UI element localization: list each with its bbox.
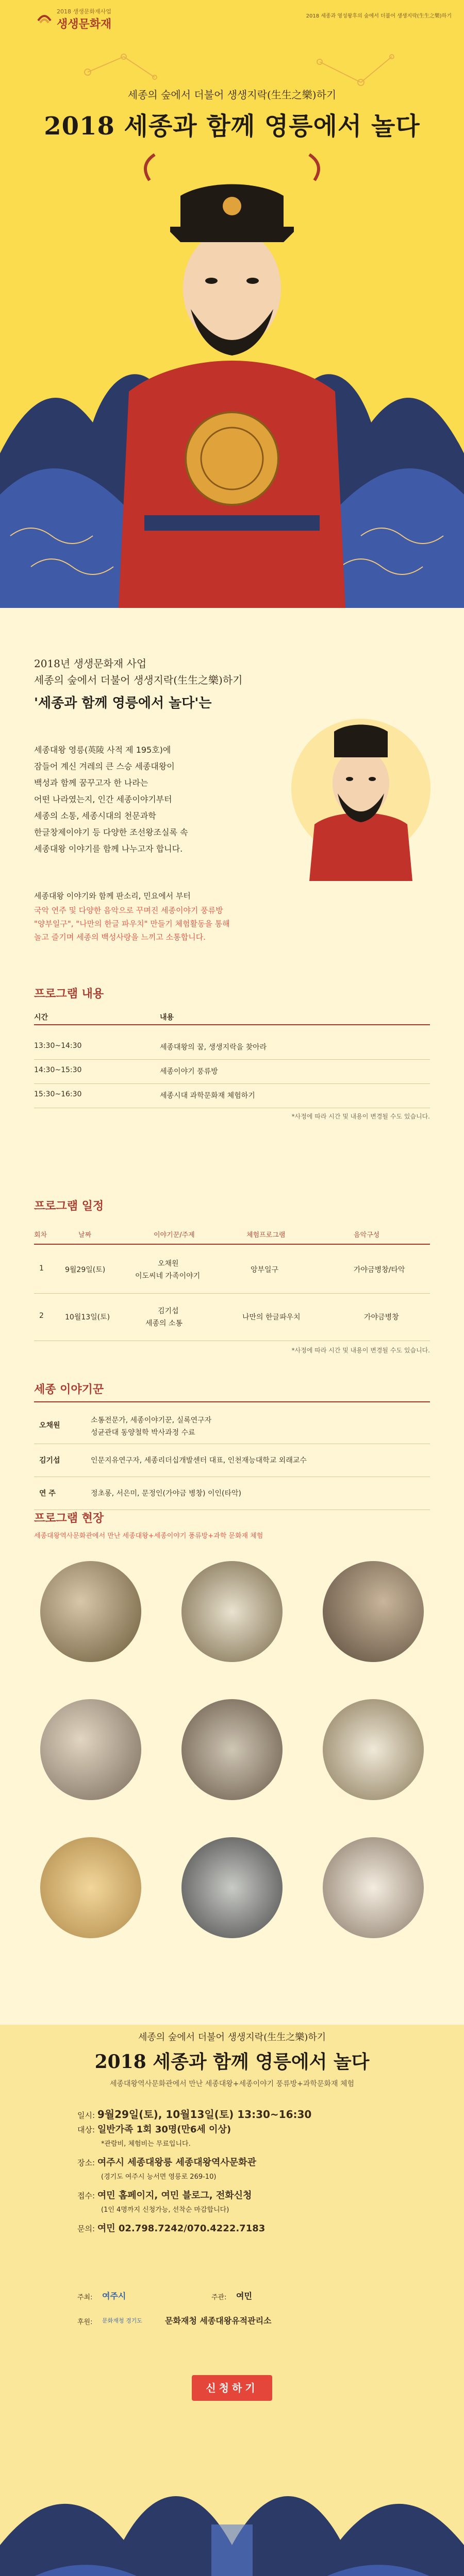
info-date-label: 일시: — [77, 2111, 95, 2120]
gallery-photo — [40, 1837, 141, 1938]
gallery-photo — [181, 1837, 283, 1938]
intro-highlight-line: 놀고 즐기며 세종의 백성사랑을 느끼고 소통합니다. — [34, 933, 206, 942]
top-bar — [0, 0, 464, 46]
schedule-note: *사정에 따라 시간 및 내용이 변경될 수도 있습니다. — [291, 1347, 430, 1354]
program-col-content: 내용 — [160, 1013, 174, 1022]
support-value: 문화재청 세종대왕유적관리소 — [165, 2316, 272, 2326]
intro-body-line: 한글창제이야기 등 다양한 조선왕조실록 속 — [34, 827, 188, 837]
schedule-row — [34, 1247, 430, 1294]
gallery-wrapper — [0, 1510, 464, 2025]
program-row-time: 14:30~15:30 — [34, 1066, 82, 1074]
info-subtitle: 세종의 숲에서 더불어 생생지락(生生之樂)하기 — [138, 2032, 326, 2043]
program-row-time: 13:30~14:30 — [34, 1042, 82, 1050]
program-rows — [34, 1036, 430, 1108]
top-right-caption: 2018 세종과 영성왕후의 숲에서 더불어 생생지락(生生之樂)하기 — [306, 13, 452, 19]
schedule-header — [34, 1226, 430, 1244]
schedule-title: 프로그램 일정 — [34, 1200, 104, 1213]
storyteller-desc: 인문지유연구자, 세종리더십개발센터 대표, 인천재능대학교 외래교수 — [91, 1456, 307, 1465]
schedule-row-music: 가야금병창/타악 — [354, 1266, 405, 1274]
info-place — [77, 2156, 397, 2170]
program-divider — [34, 1024, 430, 1025]
intro-body-line: 세종대왕 이야기를 함께 나누고자 합니다. — [34, 844, 183, 854]
info-apply — [77, 2189, 397, 2203]
gallery-photo — [181, 1699, 283, 1800]
program-row-content: 세종대왕의 꿈, 생생지락을 찾아라 — [160, 1043, 267, 1052]
support-logo: 문화재청 경기도 — [102, 2317, 142, 2324]
info-place-value: 여주시 세종대왕릉 세종대왕역사문화관 — [97, 2157, 256, 2168]
intro-highlight-line: 국악 연주 및 다양한 음악으로 꾸며진 세종이야기 풍류방 — [34, 906, 223, 915]
hero-subtitle: 세종의 숲에서 더불어 생생지락(生生之樂)하기 — [127, 89, 337, 101]
brand-name: 생생문화재 — [57, 18, 112, 31]
schedule-header-cell: 이야기꾼/주제 — [154, 1231, 195, 1239]
info-target-label: 대상: — [77, 2125, 95, 2134]
program-row — [34, 1084, 430, 1108]
schedule-row-date: 10월13일(토) — [65, 1313, 110, 1321]
apply-button[interactable]: 신청하기 — [192, 2375, 272, 2401]
info-place-label: 장소: — [77, 2158, 95, 2167]
schedule-row-topic-sub: 이도씨네 가족이야기 — [135, 1272, 201, 1280]
intro-highlight — [34, 904, 230, 944]
gallery-photo — [40, 1561, 141, 1662]
storyteller-name: 김기섭 — [39, 1456, 60, 1465]
program-row-time: 15:30~16:30 — [34, 1090, 82, 1098]
storyteller-name: 연 주 — [39, 1489, 56, 1498]
schedule-row — [34, 1294, 430, 1341]
hero-banner — [0, 0, 464, 608]
info-apply-label: 접수: — [77, 2191, 95, 2200]
host-label: 주최: — [77, 2294, 93, 2301]
intro-body-line: 세종대왕 영릉(英陵 사적 제 195호)에 — [34, 745, 171, 755]
storytellers-title: 세종 이야기꾼 — [34, 1383, 104, 1396]
gallery-photo — [40, 1699, 141, 1800]
storyteller-row — [34, 1410, 430, 1444]
info-date-value: 9월29일(토), 10월13일(토) 13:30~16:30 — [97, 2108, 312, 2121]
intro-body-line: 어떤 나라였는지, 인간 세종이야기부터 — [34, 794, 172, 804]
schedule-header-cell: 회차 — [34, 1231, 47, 1239]
intro-highlight-line: "양부일구", "나만의 한글 파우치" 만들기 체험활동을 통해 — [34, 919, 230, 928]
storyteller-name: 오채원 — [39, 1421, 60, 1430]
schedule-row-topic: 김기섭 — [158, 1307, 179, 1315]
schedule-header-cell: 체험프로그램 — [246, 1231, 286, 1239]
schedule-section — [0, 1185, 464, 1535]
program-row — [34, 1060, 430, 1084]
intro-body-line: 백성과 함께 꿈꾸고자 한 나라는 — [34, 778, 148, 788]
info-target — [77, 2123, 397, 2137]
storytellers-divider — [34, 1401, 430, 1402]
info-caption: 세종대왕역사문화관에서 만난 세종대왕+세종이야기 풍류방+과학문화재 체험 — [109, 2080, 355, 2088]
program-note: *사정에 따라 시간 및 내용이 변경될 수도 있습니다. — [291, 1113, 430, 1120]
info-target-value: 일반가족 1회 30명(만6세 이상) — [97, 2124, 231, 2135]
gallery-photo — [181, 1561, 283, 1662]
intro-line-1: 2018년 생생문화재 사업 — [34, 657, 147, 670]
schedule-row-music: 가야금병창 — [364, 1313, 399, 1321]
schedule-row-exp: 나만의 한글파우치 — [242, 1313, 301, 1321]
info-contact-value: 여민 02.798.7242/070.4222.7183 — [97, 2223, 266, 2234]
gallery-caption: 세종대왕역사문화관에서 만난 세종대왕+세종이야기 풍류방+과학 문화재 체험 — [34, 1532, 263, 1540]
intro-section — [0, 608, 464, 1185]
schedule-row-no: 2 — [39, 1312, 44, 1320]
storyteller-row — [34, 1478, 430, 1510]
sponsors — [77, 2287, 397, 2339]
info-contact — [77, 2222, 397, 2236]
program-row-content: 세종이야기 풍류방 — [160, 1067, 218, 1076]
info-place-note: (경기도 여주시 능서면 영릉로 269-10) — [101, 2173, 217, 2181]
intro-body-line: 잠들어 계신 겨레의 큰 스승 세종대왕이 — [34, 761, 175, 771]
storyteller-desc-2: 성균관대 동양철학 박사과정 수료 — [91, 1429, 195, 1437]
info-contact-label: 문의: — [77, 2224, 95, 2233]
schedule-divider — [34, 1244, 430, 1245]
host-logo: 여주시 — [102, 2291, 126, 2301]
program-row-content: 세종시대 과학문화재 체험하기 — [160, 1092, 255, 1100]
info-date — [77, 2107, 397, 2123]
gallery-photo — [323, 1699, 424, 1800]
brand-logo-icon — [36, 9, 53, 26]
program-col-time: 시간 — [34, 1013, 48, 1022]
schedule-row-date: 9월29일(토) — [65, 1266, 106, 1274]
schedule-header-cell: 음악구성 — [354, 1231, 380, 1239]
schedule-row-topic-sub: 세종의 소통 — [145, 1319, 183, 1328]
program-row — [34, 1036, 430, 1060]
info-apply-value: 여민 홈페이지, 여민 블로그, 전화신청 — [97, 2190, 252, 2201]
storyteller-desc: 소통전문가, 세종이야기꾼, 실록연구자 — [91, 1416, 212, 1425]
hero-title: 2018 세종과 함께 영릉에서 놀다 — [44, 112, 420, 141]
gallery-photo — [323, 1561, 424, 1662]
storyteller-desc: 정초롱, 서은미, 문정인(가야금 병창) 이인(타악) — [91, 1489, 241, 1498]
storyteller-row — [34, 1445, 430, 1477]
schedule-row-no: 1 — [39, 1264, 44, 1273]
intro-body-2: 세종대왕 이야기와 함께 판소리, 민요에서 부터 — [34, 891, 191, 901]
org-label: 주관: — [211, 2294, 227, 2301]
org-logo: 여민 — [236, 2291, 252, 2301]
gallery-title: 프로그램 현장 — [34, 1512, 104, 1525]
intro-line-2: 세종의 숲에서 더불어 생생지락(生生之樂)하기 — [34, 674, 243, 686]
info-title: 2018 세종과 함께 영릉에서 놀다 — [94, 2051, 370, 2073]
intro-body-line: 세종의 소통, 세종시대의 천문과학 — [34, 811, 156, 821]
schedule-header-cell: 날짜 — [78, 1231, 92, 1239]
schedule-row-exp: 앙부일구 — [251, 1266, 279, 1274]
support-label: 후원: — [77, 2318, 93, 2326]
schedule-row-topic: 오채원 — [158, 1260, 179, 1268]
info-apply-note: (1인 4명까지 신청가능, 선착순 마감합니다) — [101, 2206, 229, 2214]
gallery-photo — [323, 1837, 424, 1938]
brand-subtitle: 2018 생생문화재사업 — [57, 8, 111, 15]
intro-title: '세종과 함께 영릉에서 놀다'는 — [34, 696, 212, 711]
king-portrait — [289, 696, 433, 881]
footer-illustration — [0, 2421, 464, 2576]
info-target-note: *관람비, 체험비는 무료입니다. — [101, 2140, 191, 2148]
info-details — [77, 2107, 397, 2236]
program-title: 프로그램 내용 — [34, 988, 104, 1001]
intro-body — [34, 742, 261, 857]
